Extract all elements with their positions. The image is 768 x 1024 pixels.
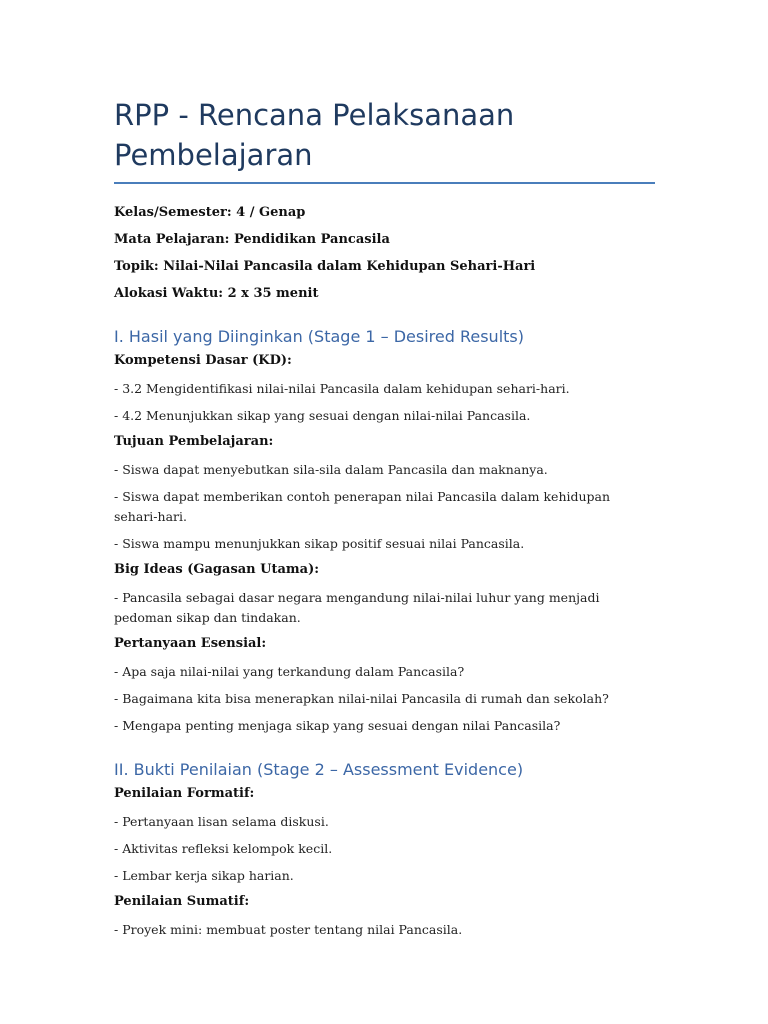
group-label-penilaian-formatif: Penilaian Formatif: bbox=[114, 786, 255, 801]
list-item: - Lembar kerja sikap harian. bbox=[114, 868, 294, 883]
section-heading: I. Hasil yang Diinginkan (Stage 1 – Desired Results) bbox=[114, 327, 524, 346]
section-stage-1 bbox=[114, 326, 654, 736]
title-divider bbox=[114, 182, 655, 184]
list-item: - Siswa dapat memberikan contoh penerapan nilai Pancasila dalam kehidupan sehari-hari. bbox=[114, 489, 611, 524]
meta-topik: Topik: Nilai-Nilai Pancasila dalam Kehidupan Sehari-Hari bbox=[114, 259, 536, 274]
group-label-kompetensi-dasar: Kompetensi Dasar (KD): bbox=[114, 353, 292, 368]
meta-mata-pelajaran: Mata Pelajaran: Pendidikan Pancasila bbox=[114, 232, 390, 247]
list-item: - Bagaimana kita bisa menerapkan nilai-nilai Pancasila di rumah dan sekolah? bbox=[114, 691, 609, 706]
meta-alokasi-waktu: Alokasi Waktu: 2 x 35 menit bbox=[114, 286, 319, 301]
section-heading: II. Bukti Penilaian (Stage 2 – Assessment Evidence) bbox=[114, 760, 524, 779]
list-item: - Pancasila sebagai dasar negara mengandung nilai-nilai luhur yang menjadi pedoman sikap dan tindakan. bbox=[114, 590, 600, 625]
group-label-big-ideas: Big Ideas (Gagasan Utama): bbox=[114, 562, 320, 577]
list-item: - Aktivitas refleksi kelompok kecil. bbox=[114, 841, 333, 856]
list-item: - Apa saja nilai-nilai yang terkandung dalam Pancasila? bbox=[114, 664, 465, 679]
meta-block bbox=[114, 204, 654, 303]
list-item: - Siswa dapat menyebutkan sila-sila dalam Pancasila dan maknanya. bbox=[114, 462, 548, 477]
list-item: - 3.2 Mengidentifikasi nilai-nilai Pancasila dalam kehidupan sehari-hari. bbox=[114, 381, 570, 396]
list-item: - Siswa mampu menunjukkan sikap positif sesuai nilai Pancasila. bbox=[114, 536, 525, 551]
group-label-pertanyaan-esensial: Pertanyaan Esensial: bbox=[114, 636, 267, 651]
group-label-tujuan-pembelajaran: Tujuan Pembelajaran: bbox=[114, 434, 274, 449]
list-item: - Mengapa penting menjaga sikap yang sesuai dengan nilai Pancasila? bbox=[114, 718, 561, 733]
meta-kelas-semester: Kelas/Semester: 4 / Genap bbox=[114, 205, 306, 220]
list-item: - 4.2 Menunjukkan sikap yang sesuai dengan nilai-nilai Pancasila. bbox=[114, 408, 531, 423]
section-stage-2 bbox=[114, 759, 654, 940]
group-label-penilaian-sumatif: Penilaian Sumatif: bbox=[114, 894, 250, 909]
list-item: - Pertanyaan lisan selama diskusi. bbox=[114, 814, 329, 829]
list-item: - Proyek mini: membuat poster tentang nilai Pancasila. bbox=[114, 922, 463, 937]
page-title: RPP - Rencana Pelaksanaan Pembelajaran bbox=[114, 98, 515, 172]
